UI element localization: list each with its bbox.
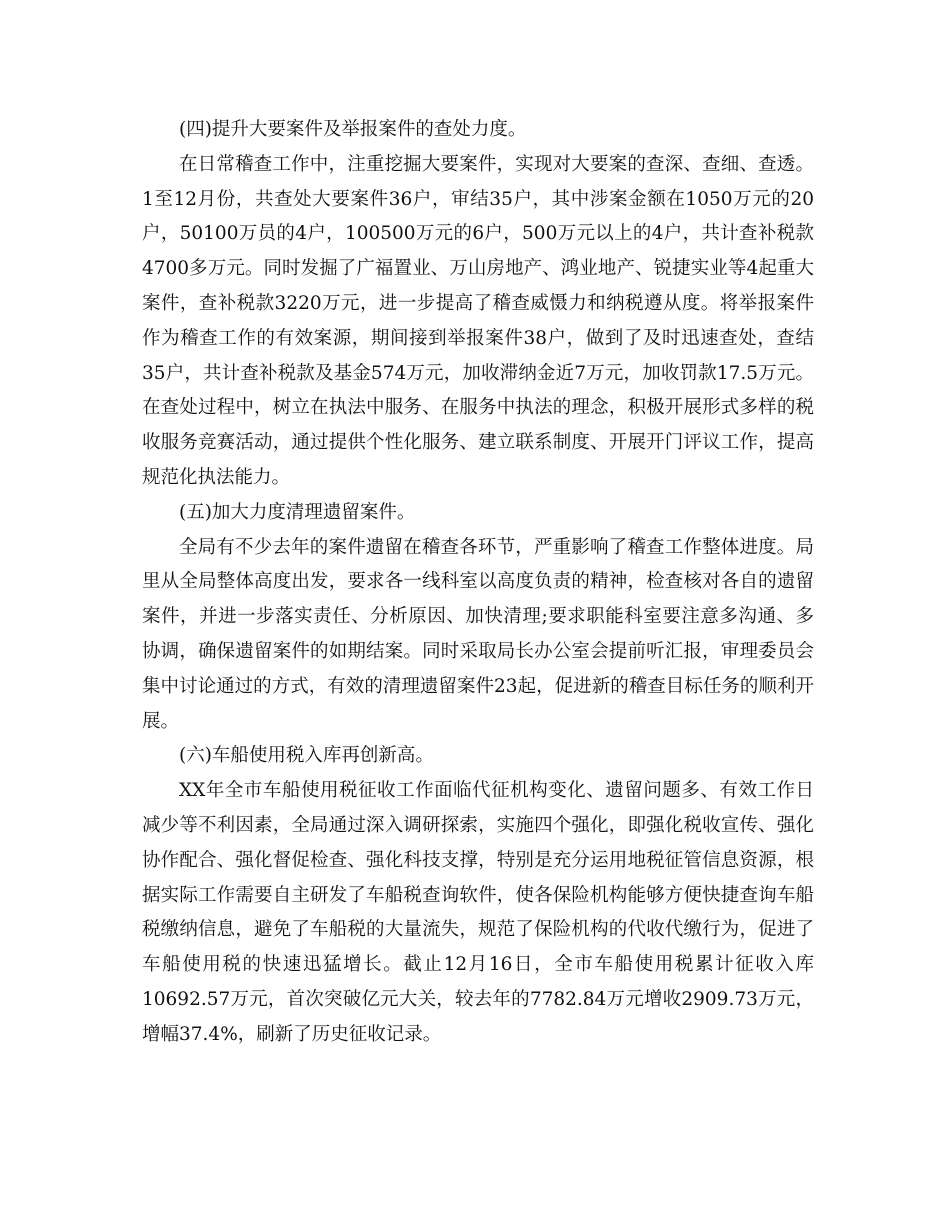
- section-body-4: 在日常稽查工作中，注重挖掘大要案件，实现对大要案的查深、查细、查透。1至12月份，共查处大要案件36户，审结35户，其中涉案金额在1050万元的20户，50100万员的4户，100500万元的6户，500万元以上的4户，共计查补税款4700多万元。同时发掘了广福置业、万山房地产、鸿业地产、锐捷实业等4起重大案件，查补税款3220万元，进一步提高了稽查威慑力和纳税遵从度。将举报案件作为稽查工作的有效案源，期间接到举报案件38户，做到了及时迅速查处，查结35户，共计查补税款及基金574万元，加收滞纳金近7万元，加收罚款17.5万元。在查处过程中，树立在执法中服务、在服务中执法的理念，积极开展形式多样的税收服务竞赛活动，通过提供个性化服务、建立联系制度、开展开门评议工作，提高规范化执法能力。: [142, 153, 814, 488]
- section-heading-4: (四)提升大要案件及举报案件的查处力度。: [179, 119, 527, 140]
- section-heading-5: (五)加大力度清理遗留案件。: [179, 501, 416, 523]
- section-heading-6: (六)车船使用税入库再创新高。: [179, 745, 434, 767]
- section-body-5: 全局有不少去年的案件遗留在稽查各环节，严重影响了稽查工作整体进度。局里从全局整体高度出发，要求各一线科室以高度负责的精神，检查核对各自的遗留案件，并进一步落实责任、分析原因、加快清理;要求职能科室要注意多沟通、多协调，确保遗留案件的如期结案。同时采取局长办公室会提前听汇报，审理委员会集中讨论通过的方式，有效的清理遗留案件23起，促进新的稽查目标任务的顺利开展。: [142, 536, 814, 732]
- section-body-6: XX年全市车船使用税征收工作面临代征机构变化、遗留问题多、有效工作日减少等不利因素，全局通过深入调研探索，实施四个强化，即强化税收宣传、强化协作配合、强化督促检查、强化科技支撑，特别是充分运用地税征管信息资源，根据实际工作需要自主研发了车船税查询软件，使各保险机构能够方便快捷查询车船税缴纳信息，避免了车船税的大量流失，规范了保险机构的代收代缴行为，促进了车船使用税的快速迅猛增长。截止12月16日，全市车船使用税累计征收入库10692.57万元，首次突破亿元大关，较去年的7782.84万元增收2909.73万元，增幅37.4%，刷新了历史征收记录。: [142, 780, 814, 1045]
- document-page: [142, 113, 814, 1053]
